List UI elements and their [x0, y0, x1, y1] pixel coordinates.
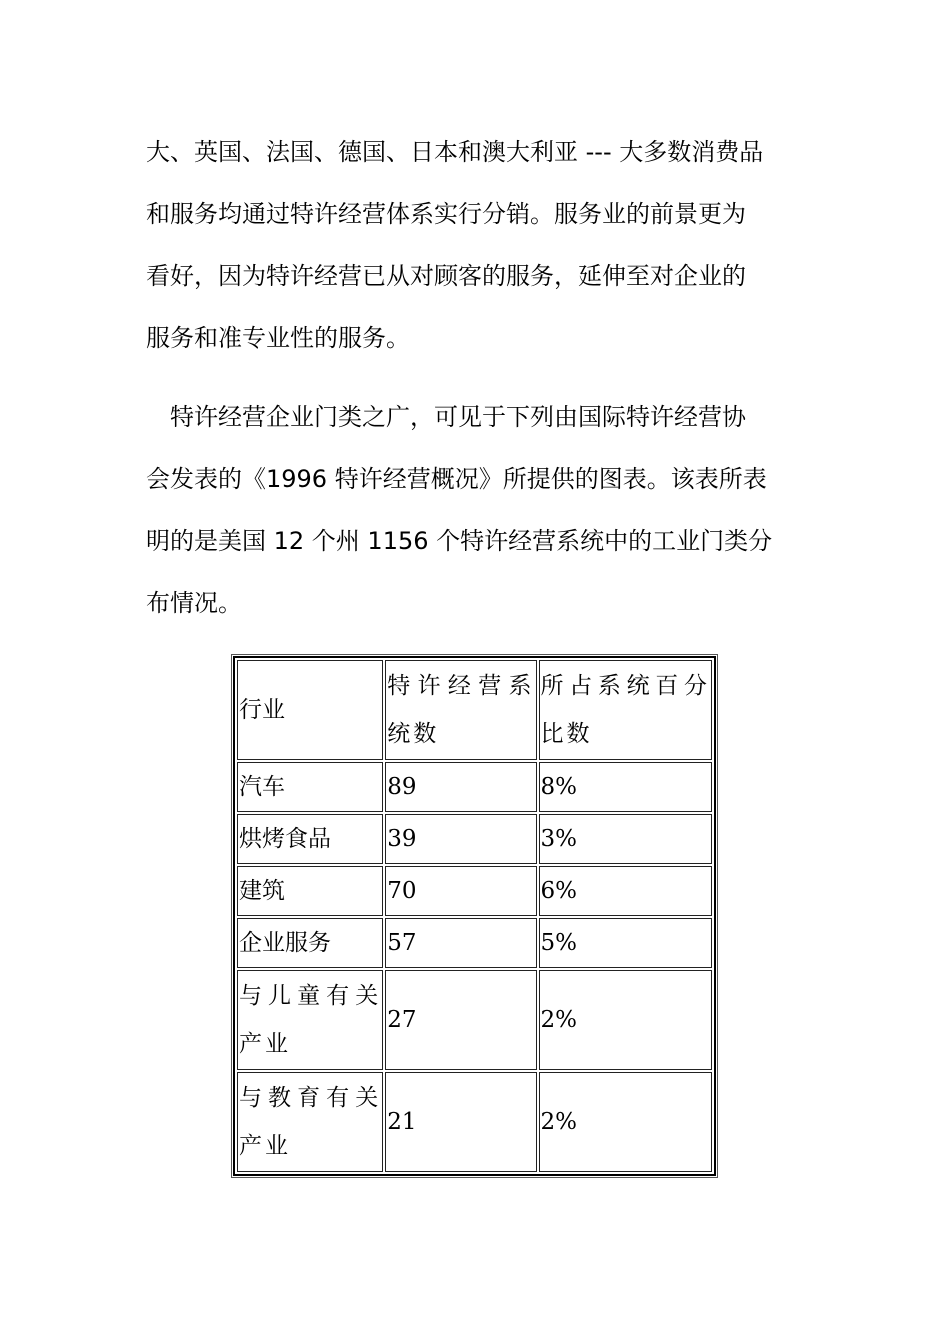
header-system-count: 特许经营系统数 [385, 660, 536, 760]
paragraph-1-line-2: 和服务均通过特许经营体系实行分销。服务业的前景更为 [146, 200, 746, 228]
cell-industry: 与儿童有关产业 [237, 970, 383, 1070]
table-row [237, 762, 712, 812]
paragraph-1-line-4: 服务和准专业性的服务。 [146, 324, 410, 352]
cell-percent: 6% [539, 866, 712, 916]
table-row [237, 814, 712, 864]
cell-industry: 与教育有关产业 [237, 1072, 383, 1172]
cell-industry: 建筑 [237, 866, 383, 916]
paragraph-2-line-4: 布情况。 [146, 589, 242, 617]
paragraph-1-line-3: 看好，因为特许经营已从对顾客的服务，延伸至对企业的 [146, 262, 746, 290]
cell-count: 27 [385, 970, 536, 1070]
cell-percent: 5% [539, 918, 712, 968]
paragraph-1-line-1: 大、英国、法国、德国、日本和澳大利亚 --- 大多数消费品 [146, 138, 764, 166]
cell-industry: 汽车 [237, 762, 383, 812]
header-industry: 行业 [237, 660, 383, 760]
table-row [237, 1072, 712, 1172]
cell-count: 39 [385, 814, 536, 864]
paragraph-2-line-3: 明的是美国 12 个州 1156 个特许经营系统中的工业门类分 [146, 527, 773, 555]
cell-industry: 烘烤食品 [237, 814, 383, 864]
cell-count: 57 [385, 918, 536, 968]
cell-percent: 2% [539, 1072, 712, 1172]
cell-count: 70 [385, 866, 536, 916]
cell-count: 89 [385, 762, 536, 812]
paragraph-2-line-2: 会发表的《1996 特许经营概况》所提供的图表。该表所表 [146, 465, 767, 493]
cell-percent: 3% [539, 814, 712, 864]
cell-percent: 2% [539, 970, 712, 1070]
cell-industry: 企业服务 [237, 918, 383, 968]
table-header-row [237, 660, 712, 760]
paragraph-2-line-1: 特许经营企业门类之广，可见于下列由国际特许经营协 [146, 403, 746, 431]
cell-percent: 8% [539, 762, 712, 812]
table-row [237, 918, 712, 968]
cell-count: 21 [385, 1072, 536, 1172]
table-row [237, 970, 712, 1070]
header-system-percent: 所占系统百分比数 [539, 660, 712, 760]
franchise-industry-table [233, 656, 716, 1176]
table-row [237, 866, 712, 916]
